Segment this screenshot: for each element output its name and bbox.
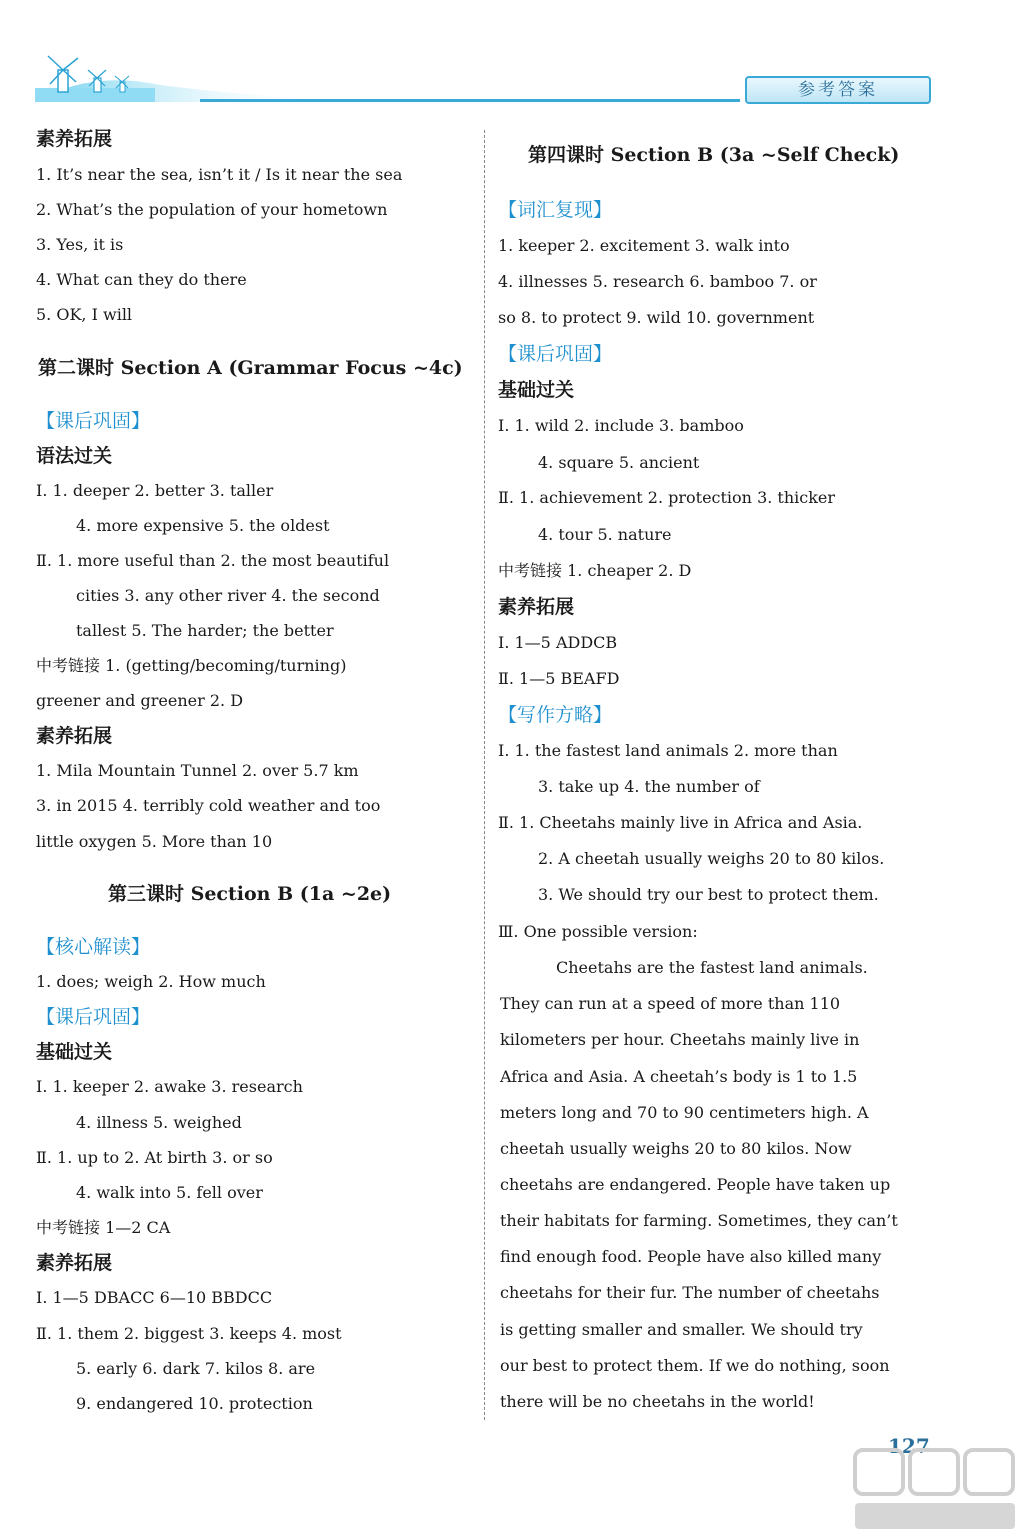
- category-tag: 【课后巩固】: [498, 343, 613, 365]
- answer-line: 4. tour 5. nature: [538, 525, 672, 544]
- answer-line: our best to protect them. If we do nothing, soon: [500, 1356, 890, 1375]
- answer-line: Africa and Asia. A cheetah’s body is 1 to 1.5: [500, 1067, 858, 1086]
- answer-line: 4. square 5. ancient: [538, 453, 700, 472]
- answer-line: their habitats for farming. Sometimes, they can’t: [500, 1211, 898, 1230]
- page-number: 127: [888, 1434, 930, 1458]
- answer-line: 4. more expensive 5. the oldest: [76, 516, 330, 535]
- answer-line: Ⅰ. 1. wild 2. include 3. bamboo: [498, 416, 744, 435]
- answer-key-label: 参考答案: [745, 76, 931, 104]
- subsection-heading: 素养拓展: [36, 1252, 113, 1274]
- answer-line: cities 3. any other river 4. the second: [76, 586, 380, 605]
- header-banner-graphic: [30, 50, 330, 105]
- answer-line: greener and greener 2. D: [36, 691, 244, 710]
- subsection-heading: 素养拓展: [36, 725, 113, 747]
- answer-line: 9. endangered 10. protection: [76, 1394, 313, 1413]
- answer-line: Ⅰ. 1. keeper 2. awake 3. research: [36, 1077, 303, 1096]
- answer-line: find enough food. People have also killed many: [500, 1247, 882, 1266]
- answer-line: 3. take up 4. the number of: [538, 777, 760, 796]
- answer-line: Ⅱ. 1. Cheetahs mainly live in Africa and Asia.: [498, 813, 863, 832]
- answer-line: Ⅰ. 1. deeper 2. better 3. taller: [36, 481, 274, 500]
- subsection-heading: 语法过关: [36, 445, 113, 467]
- answer-line: 2. What’s the population of your hometown: [36, 200, 388, 219]
- answer-line: little oxygen 5. More than 10: [36, 832, 273, 851]
- answer-line: 4. illnesses 5. research 6. bamboo 7. or: [498, 272, 817, 291]
- column-divider: [484, 130, 485, 1420]
- answer-line: meters long and 70 to 90 centimeters high. A: [500, 1103, 869, 1122]
- answer-line: Ⅲ. One possible version:: [498, 922, 698, 941]
- header-rule: [200, 99, 740, 102]
- answer-line: kilometers per hour. Cheetahs mainly live in: [500, 1030, 860, 1049]
- answer-line: Ⅱ. 1—5 BEAFD: [498, 669, 620, 688]
- answer-line: there will be no cheetahs in the world!: [500, 1392, 815, 1411]
- answer-line: 1. Mila Mountain Tunnel 2. over 5.7 km: [36, 761, 359, 780]
- answer-line: They can run at a speed of more than 110: [500, 994, 841, 1013]
- category-tag: 【词汇复现】: [498, 199, 613, 221]
- answer-line: Ⅱ. 1. them 2. biggest 3. keeps 4. most: [36, 1324, 342, 1343]
- answer-line: 4. walk into 5. fell over: [76, 1183, 263, 1202]
- answer-line: 1. It’s near the sea, isn’t it / Is it near the sea: [36, 165, 403, 184]
- answer-line: Ⅱ. 1. up to 2. At birth 3. or so: [36, 1148, 273, 1167]
- subsection-heading: 基础过关: [36, 1041, 113, 1063]
- category-tag: 【核心解读】: [36, 936, 151, 958]
- lesson-heading: 第二课时 Section A (Grammar Focus ~4c): [38, 357, 463, 379]
- answer-line: 3. in 2015 4. terribly cold weather and too: [36, 796, 381, 815]
- answer-line: 1. keeper 2. excitement 3. walk into: [498, 236, 790, 255]
- answer-line: Ⅰ. 1. the fastest land animals 2. more than: [498, 741, 838, 760]
- answer-line: tallest 5. The harder; the better: [76, 621, 334, 640]
- answer-line: 中考链接 1. cheaper 2. D: [498, 561, 692, 580]
- answer-line: 中考链接 1—2 CA: [36, 1218, 171, 1237]
- lesson-heading: 第三课时 Section B (1a ~2e): [108, 883, 392, 905]
- answer-line: 1. does; weigh 2. How much: [36, 972, 266, 991]
- answer-line: cheetahs for their fur. The number of cheetahs: [500, 1283, 880, 1302]
- category-tag: 【课后巩固】: [36, 410, 151, 432]
- subsection-heading: 基础过关: [498, 379, 575, 401]
- category-tag: 【写作方略】: [498, 704, 613, 726]
- category-tag: 【课后巩固】: [36, 1006, 151, 1028]
- answer-line: 3. Yes, it is: [36, 235, 124, 254]
- answer-line: 2. A cheetah usually weighs 20 to 80 kilos.: [538, 849, 885, 868]
- answer-line: is getting smaller and smaller. We should try: [500, 1320, 863, 1339]
- answer-line: 4. illness 5. weighed: [76, 1113, 242, 1132]
- answer-line: 3. We should try our best to protect them.: [538, 885, 879, 904]
- answer-line: 5. OK, I will: [36, 305, 133, 324]
- answer-line: 5. early 6. dark 7. kilos 8. are: [76, 1359, 316, 1378]
- answer-line: cheetah usually weighs 20 to 80 kilos. Now: [500, 1139, 852, 1158]
- lesson-heading: 第四课时 Section B (3a ~Self Check): [528, 144, 900, 166]
- answer-line: Ⅱ. 1. achievement 2. protection 3. thicker: [498, 488, 836, 507]
- answer-line: 4. What can they do there: [36, 270, 247, 289]
- site-watermark-graphic: [850, 1445, 1020, 1535]
- answer-line: Cheetahs are the fastest land animals.: [556, 958, 868, 977]
- subsection-heading: 素养拓展: [36, 128, 113, 150]
- answer-line: so 8. to protect 9. wild 10. government: [498, 308, 815, 327]
- answer-line: cheetahs are endangered. People have taken up: [500, 1175, 891, 1194]
- answer-line: Ⅰ. 1—5 ADDCB: [498, 633, 618, 652]
- answer-line: Ⅰ. 1—5 DBACC 6—10 BBDCC: [36, 1288, 273, 1307]
- answer-line: 中考链接 1. (getting/becoming/turning): [36, 656, 347, 675]
- subsection-heading: 素养拓展: [498, 596, 575, 618]
- answer-line: Ⅱ. 1. more useful than 2. the most beautiful: [36, 551, 390, 570]
